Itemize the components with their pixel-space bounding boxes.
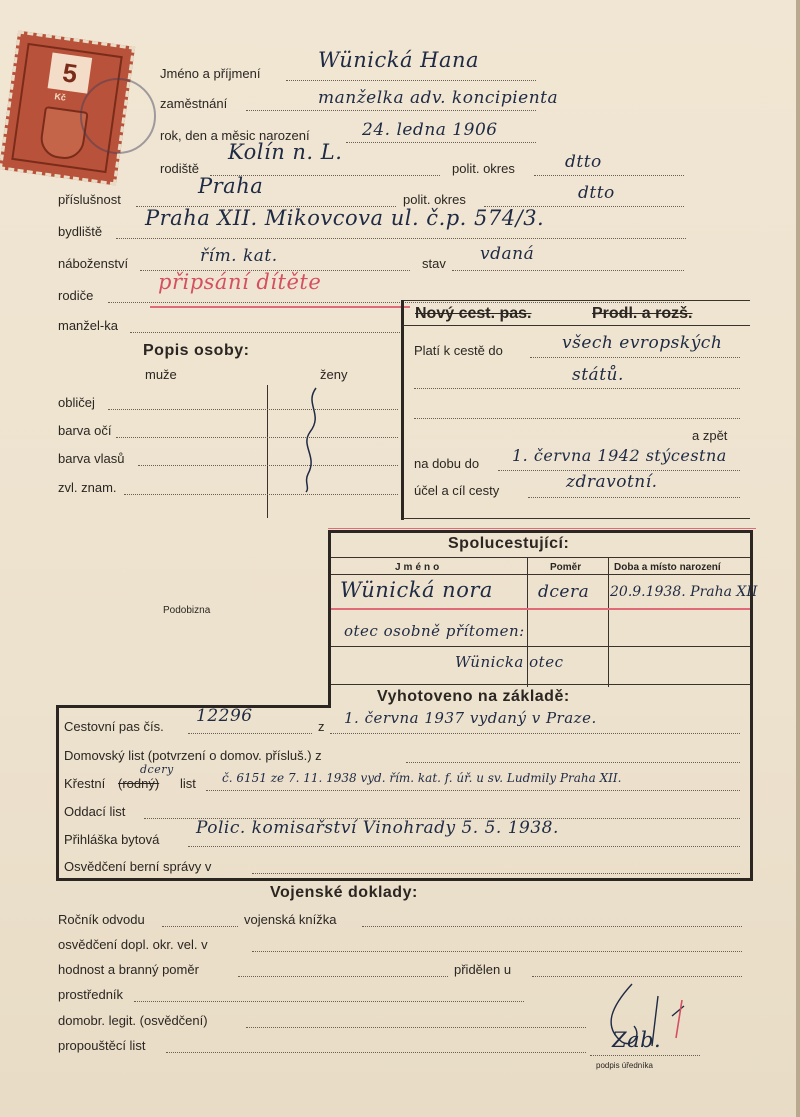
companion-1-relation: dcera	[538, 582, 590, 602]
dotted-line	[528, 497, 740, 498]
companion-1-birth: 20.9.1938. Praha XII	[610, 584, 758, 600]
dotted-line	[346, 142, 536, 143]
new-passport-heading: Nový cest. pas.	[415, 305, 532, 322]
companions-red-top	[328, 528, 756, 529]
dotted-line	[162, 926, 238, 927]
birthplace-label: rodiště	[160, 161, 200, 176]
red-underline	[150, 306, 410, 308]
purpose-value: zdravotní.	[566, 472, 658, 492]
militia-label: domobr. legit. (osvědčení)	[58, 1013, 208, 1028]
companions-col-birth: Doba a místo narození	[614, 562, 721, 573]
dotted-line	[452, 270, 684, 271]
companions-col-relation: Poměr	[550, 562, 582, 573]
baptism-label-a: Křestní	[64, 776, 106, 791]
companions-col-name: Jméno	[395, 562, 443, 573]
box-left-border	[401, 300, 404, 520]
companions-red-line	[331, 608, 750, 610]
companions-right-border	[750, 530, 753, 690]
photo-frame-bottom	[56, 705, 331, 708]
basis-bottom-border	[56, 878, 753, 881]
dotted-line	[188, 846, 740, 847]
squiggle-mark	[296, 384, 326, 494]
stamp-value: 5	[48, 52, 93, 93]
dotted-line	[330, 733, 740, 734]
dotted-line	[108, 409, 398, 410]
passport-detail-value: 1. června 1937 vydaný v Praze.	[344, 709, 597, 727]
companions-left-border	[328, 530, 331, 690]
residence-reg-label: Přihláška bytová	[64, 832, 160, 847]
photo-frame-right	[328, 685, 331, 707]
religion-value: řím. kat.	[200, 246, 278, 266]
official-signature-icon	[592, 976, 702, 1056]
valid-for-label: Platí k cestě do	[414, 343, 503, 358]
passport-from-label: z	[318, 719, 325, 734]
intermediary-label: prostředník	[58, 987, 124, 1002]
marital-status-value: vdaná	[480, 244, 535, 264]
dotted-line	[108, 302, 684, 303]
valid-until-label: na dobu do	[414, 456, 480, 471]
companion-2-note: otec osobně přítomen:	[344, 622, 525, 640]
citizenship-label: příslušnost	[58, 192, 121, 207]
description-row-face: obličej	[58, 395, 95, 410]
companion-1-name: Wünická nora	[340, 578, 493, 602]
box-top-border	[403, 300, 750, 301]
basis-right-border	[750, 685, 753, 881]
dotted-line	[534, 175, 684, 176]
description-female-header: ženy	[320, 367, 348, 382]
dotted-line	[286, 80, 536, 81]
description-divider	[267, 385, 268, 518]
spouse-label: manžel-ka	[58, 318, 118, 333]
residence-reg-value: Polic. komisařství Vinohrady 5. 5. 1938.	[196, 818, 559, 838]
dotted-line	[414, 388, 740, 389]
dotted-line	[138, 465, 398, 466]
birthplace-value: Kolín n. L.	[228, 140, 343, 164]
photo-placeholder-label: Podobizna	[163, 605, 211, 616]
baptism-value: č. 6151 ze 7. 11. 1938 vyd. řím. kat. f. úř. u sv. Ludmily Praha XII.	[222, 771, 622, 785]
valid-for-value-2: států.	[572, 365, 624, 385]
valid-for-value-1: všech evropských	[562, 333, 723, 353]
father-signature: Wünicka otec	[455, 653, 564, 671]
residence-label: bydliště	[58, 224, 103, 239]
signature-line	[590, 1055, 700, 1056]
companions-divider	[331, 557, 750, 558]
dotted-line	[362, 926, 742, 927]
companions-col-divider-2	[608, 557, 609, 687]
box-divider	[403, 325, 750, 326]
baptism-label-b: list	[180, 776, 196, 791]
passport-number-value: 12296	[196, 706, 253, 726]
page-edge	[796, 0, 800, 1117]
companions-bottom-line	[331, 684, 750, 685]
military-book-label: vojenská knížka	[244, 912, 337, 927]
description-title: Popis osoby:	[143, 342, 250, 359]
parents-value: připsání dítěte	[158, 270, 322, 294]
dotted-line	[414, 418, 740, 419]
basis-left-border	[56, 705, 59, 881]
tax-cert-label: Osvědčení berní správy v	[64, 859, 212, 874]
and-back-label: a zpět	[692, 428, 728, 443]
dotted-line	[530, 357, 740, 358]
valid-until-value: 1. června 1942 stýcestna	[512, 446, 727, 465]
residence-value: Praha XII. Mikovcova ul. č.p. 574/3.	[145, 206, 545, 230]
discharge-label: propouštěcí list	[58, 1038, 146, 1053]
marriage-cert-label: Oddací list	[64, 804, 126, 819]
rank-label: hodnost a branný poměr	[58, 962, 199, 977]
baptism-insert: dcery	[140, 763, 174, 776]
occupation-value: manželka adv. koncipienta	[318, 88, 559, 108]
occupation-label: zaměstnání	[160, 96, 228, 111]
dotted-line	[246, 110, 536, 111]
extension-heading: Prodl. a rozš.	[592, 305, 693, 322]
dotted-line	[238, 976, 448, 977]
issued-basis-title: Vyhotoveno na základě:	[377, 688, 570, 705]
stamp-currency: Kč	[53, 91, 67, 103]
description-row-eyes: barva očí	[58, 423, 112, 438]
dotted-line	[406, 762, 740, 763]
dotted-line	[116, 238, 686, 239]
dotted-line	[166, 1052, 586, 1053]
citizenship-value: Praha	[198, 174, 264, 198]
dotted-line	[252, 951, 742, 952]
draft-year-label: Ročník odvodu	[58, 912, 145, 927]
birthdate-label: rok, den a měsic narození	[160, 128, 310, 143]
description-row-hair: barva vlasů	[58, 451, 125, 466]
dotted-line	[206, 790, 740, 791]
district-value-2: dtto	[578, 183, 615, 203]
district-label-2: polit. okres	[403, 192, 466, 207]
passport-number-label: Cestovní pas čís.	[64, 719, 164, 734]
military-title: Vojenské doklady:	[270, 884, 418, 901]
dotted-line	[134, 1001, 524, 1002]
companions-top-border	[328, 530, 752, 533]
dotted-line	[246, 1027, 586, 1028]
companions-header-line	[331, 574, 750, 575]
baptism-struck-word: (rodný)	[118, 776, 160, 791]
district-command-label: osvědčení dopl. okr. vel. v	[58, 937, 208, 952]
marital-status-label: stav	[422, 256, 446, 271]
dotted-line	[116, 437, 398, 438]
religion-label: náboženství	[58, 256, 129, 271]
dotted-line	[124, 494, 398, 495]
description-row-marks: zvl. znam.	[58, 480, 117, 495]
parents-label: rodiče	[58, 288, 94, 303]
dotted-line	[498, 470, 740, 471]
postmark-icon	[80, 78, 156, 154]
name-label: Jméno a příjmení	[160, 66, 261, 81]
official-initials: Zab.	[612, 1028, 662, 1052]
companions-row-line	[331, 646, 750, 647]
district-value-1: dtto	[565, 152, 602, 172]
purpose-label: účel a cíl cesty	[414, 483, 500, 498]
district-label-1: polit. okres	[452, 161, 515, 176]
name-value: Wünická Hana	[318, 48, 480, 72]
companions-title: Spolucestující:	[448, 535, 570, 552]
birthdate-value: 24. ledna 1906	[362, 120, 498, 140]
dotted-line	[252, 873, 740, 874]
box-bottom-border	[403, 518, 750, 519]
description-male-header: muže	[145, 367, 177, 382]
domicile-label: Domovský list (potvrzení o domov. přísluš.) z	[64, 748, 322, 763]
dotted-line	[130, 332, 400, 333]
assigned-label: přidělen u	[454, 962, 512, 977]
official-signature-label: podpis úředníka	[596, 1061, 653, 1070]
dotted-line	[188, 733, 312, 734]
